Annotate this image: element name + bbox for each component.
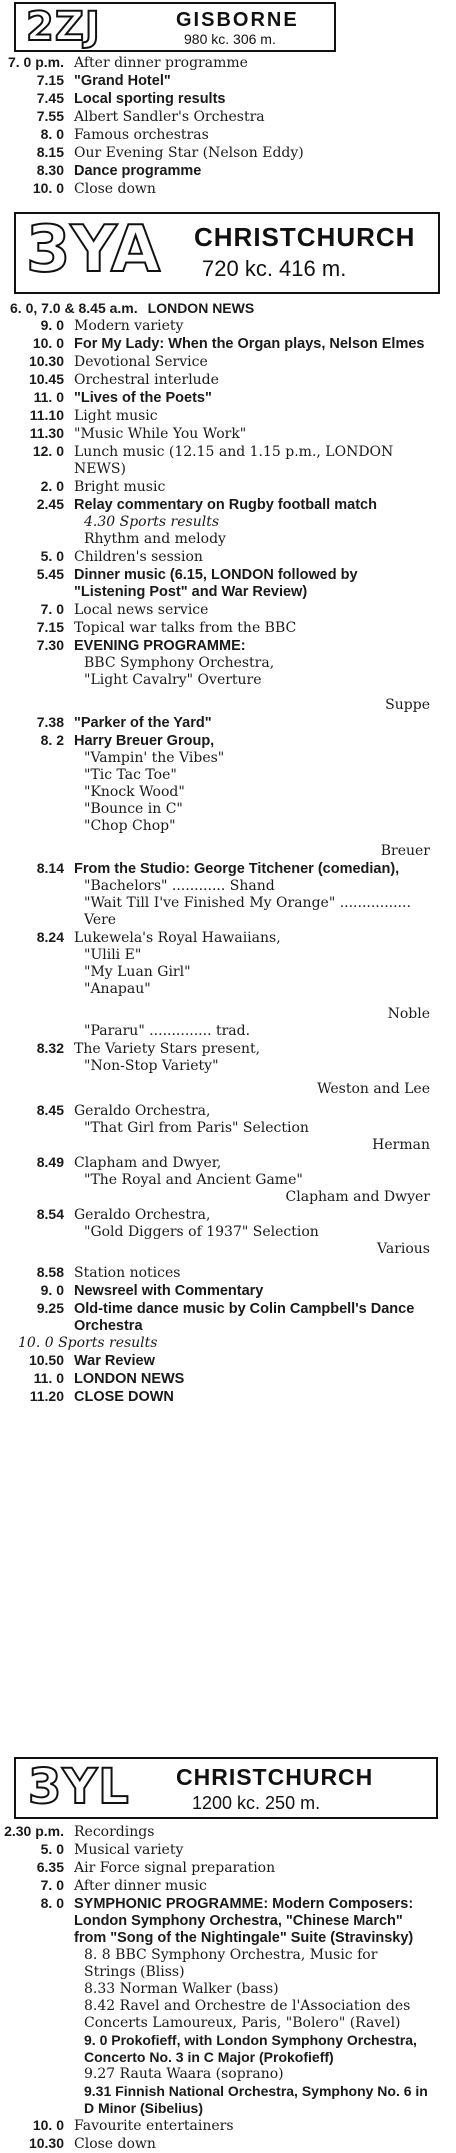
sub-item: "Pararu" .............. trad. (84, 1023, 251, 1039)
list-item: 10. 0 Close down (32, 180, 156, 197)
station-frequency: 720 kc. 416 m. (202, 256, 347, 281)
station-header-3ya (14, 212, 440, 294)
list-item: 8.58 Station notices (36, 1264, 181, 1281)
list-item: 10.30 Close down (28, 2135, 156, 2152)
sub-item: "Chop Chop" (84, 818, 176, 834)
list-item: 2. 0 Bright music (40, 478, 166, 495)
list-item: 8.15 Our Evening Star (Nelson Eddy) (36, 144, 304, 161)
list-item: 8.14 From the Studio: George Titchener (comedian), (36, 860, 400, 877)
station-logo-2zj: 2ZJ (26, 4, 101, 50)
composer-credit: Noble (387, 1006, 430, 1022)
sub-item: "Wait Till I've Finished My Orange" ................ Vere (84, 895, 411, 928)
list-item: 2.30 p.m. Recordings (4, 1823, 155, 1840)
list-item: 11.20 CLOSE DOWN (29, 1388, 174, 1405)
station-logo-3ya: 3YA (26, 213, 161, 287)
list-item: 11.30 "Music While You Work" (29, 425, 247, 442)
station-header-2zj (14, 2, 336, 52)
list-item: 7. 0 After dinner music (40, 1877, 207, 1894)
station-city: CHRISTCHURCH (176, 1764, 374, 1790)
composer-credit: Suppe (385, 697, 430, 713)
sub-item: 9.27 Rauta Waara (soprano) (84, 2066, 284, 2082)
list-item: 8. 2 Harry Breuer Group, (40, 732, 215, 749)
list-item: 8. 0 SYMPHONIC PROGRAMME: Modern Composers: London Symphony Orchestra, "Chinese March" from "Song of the Nightingale" Suite (Stravinsky) (40, 1895, 414, 1946)
sub-item: "Gold Diggers of 1937" Selection (84, 1224, 319, 1240)
sub-item: 8.33 Norman Walker (bass) (84, 1981, 279, 1997)
list-item: 10.30 Devotional Service (28, 353, 208, 370)
list-item: 8.30 Dance programme (36, 162, 202, 179)
list-item: 12. 0 Lunch music (12.15 and 1.15 p.m., LONDON NEWS) (32, 443, 394, 477)
list-item: 8.45 Geraldo Orchestra, (36, 1102, 211, 1119)
sub-item: "The Royal and Ancient Game" (84, 1172, 303, 1188)
sub-item: 9. 0 Prokofieff, with London Symphony Orchestra, Concerto No. 3 in C Major (Prokofieff) (84, 2032, 417, 2065)
list-item: 7.15 Topical war talks from the BBC (36, 619, 297, 636)
composer-credit: Clapham and Dwyer (285, 1189, 430, 1205)
sub-item: 10. 0 Sports results (18, 1335, 158, 1351)
list-item: 11.10 Light music (29, 407, 158, 424)
list-item: 8.32 The Variety Stars present, (36, 1040, 261, 1057)
list-item: 8.54 Geraldo Orchestra, (36, 1206, 211, 1223)
sub-item: "Anapau" (84, 981, 151, 997)
list-item: 6.35 Air Force signal preparation (36, 1859, 276, 1876)
schedule-3yl (0, 1823, 456, 2153)
sub-item: "Vampin' the Vibes" (84, 750, 225, 766)
sub-item: "Bachelors" ............ Shand (84, 878, 275, 894)
schedule-3ya (0, 300, 456, 1406)
sub-item: "That Girl from Paris" Selection (84, 1120, 309, 1136)
list-item: 2.45 Relay commentary on Rugby football match (36, 496, 377, 513)
sub-item: "Light Cavalry" Overture (84, 672, 262, 688)
list-item: 8.24 Lukewela's Royal Hawaiians, (36, 929, 281, 946)
station-city: GISBORNE (176, 9, 299, 31)
composer-credit: Weston and Lee (317, 1081, 430, 1097)
sub-item: 9.31 Finnish National Orchestra, Symphony No. 6 in D Minor (Sibelius) (84, 2083, 428, 2116)
composer-credit: Herman (372, 1137, 430, 1153)
schedule-2zj (0, 54, 456, 198)
list-item: 9. 0 Modern variety (40, 317, 184, 334)
list-item: 5.45 Dinner music (6.15, LONDON followed by "Listening Post" and War Review) (36, 566, 358, 600)
sub-item: "Non-Stop Variety" (84, 1058, 219, 1074)
sub-item: "Ulili E" (84, 947, 142, 963)
list-item: 7.30 EVENING PROGRAMME: (36, 637, 246, 654)
list-item: 11. 0 LONDON NEWS (33, 1370, 185, 1387)
list-item: 7.55 Albert Sandler's Orchestra (36, 108, 265, 125)
list-item: 6. 0, 7.0 & 8.45 a.m. LONDON NEWS (10, 300, 255, 316)
composer-credit: Breuer (380, 843, 430, 859)
list-item: 10. 0 Favourite entertainers (32, 2117, 234, 2134)
composer-credit: Various (377, 1241, 430, 1257)
list-item: 10. 0 For My Lady: When the Organ plays, Nelson Elmes (32, 335, 425, 352)
list-item: 7.45 Local sporting results (36, 90, 226, 107)
sub-item: 4.30 Sports results (84, 514, 220, 530)
list-item: 7. 0 p.m. After dinner programme (7, 54, 248, 71)
sub-item: Rhythm and melody (84, 531, 226, 547)
list-item: 11. 0 "Lives of the Poets" (33, 389, 212, 406)
list-item: 5. 0 Children's session (40, 548, 203, 565)
list-item: 7.15 "Grand Hotel" (36, 72, 171, 89)
station-header-3yl (14, 1757, 438, 1819)
list-item: 7.38 "Parker of the Yard" (36, 714, 212, 731)
station-city: CHRISTCHURCH (194, 222, 416, 252)
list-item: 5. 0 Musical variety (40, 1841, 184, 1858)
sub-item: "Bounce in C" (84, 801, 183, 817)
list-item: 9. 0 Newsreel with Commentary (40, 1282, 264, 1299)
sub-item: "Knock Wood" (84, 784, 185, 800)
list-item: 8.49 Clapham and Dwyer, (36, 1154, 222, 1171)
list-item: 10.50 War Review (28, 1352, 155, 1369)
list-item: 10.45 Orchestral interlude (28, 371, 219, 388)
list-item: 8. 0 Famous orchestras (40, 126, 209, 143)
station-frequency: 980 kc. 306 m. (184, 31, 276, 47)
sub-item: 8.42 Ravel and Orchestre de l'Association des Concerts Lamoureux, Paris, "Bolero" (Ravel) (84, 1998, 411, 2031)
sub-item: BBC Symphony Orchestra, (84, 655, 275, 671)
station-logo-3yl: 3YL (28, 1759, 130, 1815)
list-item: 7. 0 Local news service (40, 601, 209, 618)
station-frequency: 1200 kc. 250 m. (192, 1793, 321, 1813)
sub-item: 8. 8 BBC Symphony Orchestra, Music for Strings (Bliss) (84, 1947, 378, 1980)
sub-item: "My Luan Girl" (84, 964, 191, 980)
sub-item: "Tic Tac Toe" (84, 767, 177, 783)
list-item: 9.25 Old-time dance music by Colin Campbell's Dance Orchestra (36, 1300, 415, 1334)
